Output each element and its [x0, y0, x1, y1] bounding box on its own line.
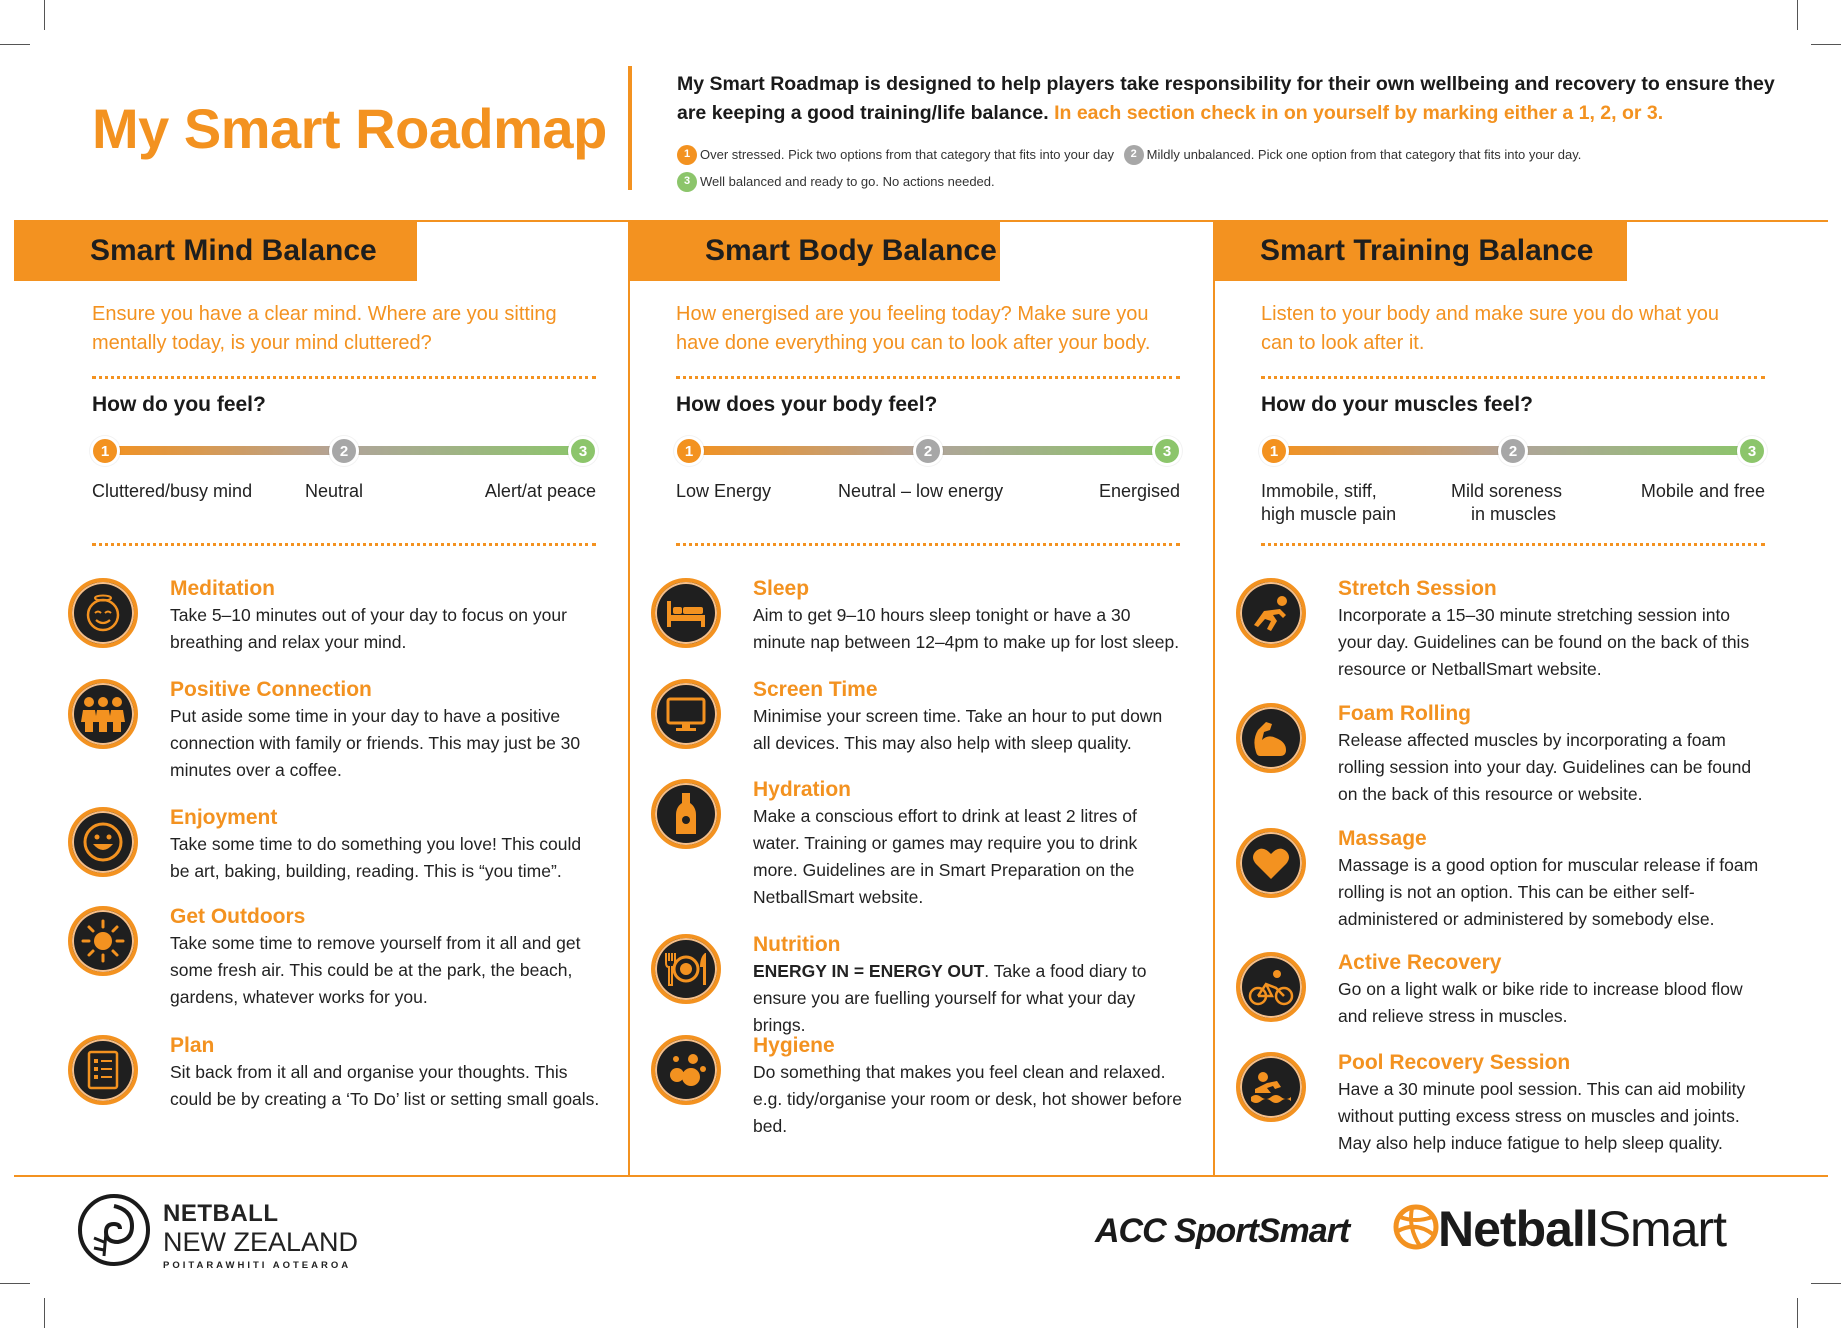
nz-line-2: NEW ZEALAND	[163, 1227, 359, 1257]
scale-labels	[676, 480, 1180, 530]
scale-point-2[interactable]: 2	[1498, 436, 1528, 466]
intro-highlight: In each section check in on yourself by marking either a 1, 2, or 3.	[1054, 102, 1664, 124]
scale-label-3: Energised	[1098, 481, 1180, 501]
activity-title: Hygiene	[753, 1034, 835, 1057]
legend-text: Well balanced and ready to go. No actions needed.	[700, 174, 995, 189]
activity-text: Take some time to do something you love! This could be art, baking, building, reading. This is “you time”.	[170, 834, 582, 881]
activity-title: Stretch Session	[1338, 577, 1497, 600]
bottle-icon	[651, 779, 721, 849]
scale-labels	[1261, 480, 1765, 530]
rating-legend	[677, 140, 1777, 194]
scale-point-2[interactable]: 2	[913, 436, 943, 466]
crop-mark	[1797, 0, 1798, 30]
crop-mark	[0, 44, 30, 45]
legend-text: Mildly unbalanced. Pick one option from that category that fits into your day.	[1146, 147, 1582, 162]
scale-point-3[interactable]: 3	[1152, 436, 1182, 466]
activity-text: Take 5–10 minutes out of your day to focus on your breathing and relax your mind.	[170, 605, 567, 652]
activity-title: Nutrition	[753, 933, 841, 956]
muscle-icon	[1236, 703, 1306, 773]
scale-point-3[interactable]: 3	[1737, 436, 1767, 466]
activity-title: Meditation	[170, 577, 275, 600]
people-icon	[68, 679, 138, 749]
dotted-divider	[92, 543, 596, 546]
dotted-divider	[1261, 543, 1765, 546]
legend-dot-1: 1	[677, 145, 697, 165]
activity-title: Positive Connection	[170, 678, 372, 701]
column-heading: Smart Training Balance	[1214, 221, 1627, 281]
rating-scale[interactable]	[92, 433, 596, 469]
column-subtitle: How energised are you feeling today? Make sure you have done everything you can to look after your body.	[676, 303, 1151, 354]
activity-text: Massage is a good option for muscular release if foam rolling is not an option. This can be either self-administered or administered by somebody else.	[1338, 855, 1759, 929]
activity-text: Take some time to remove yourself from it all and get some fresh air. This could be at the park, the beach, gardens, whatever works for you.	[170, 933, 581, 1007]
rating-scale[interactable]	[1261, 433, 1765, 469]
activity-text: Go on a light walk or bike ride to increase blood flow and relieve stress in muscles.	[1338, 979, 1743, 1026]
column-heading: Smart Body Balance	[629, 221, 1000, 281]
scale-label-2-line1: Mild soreness	[1451, 481, 1563, 501]
energy-equation: ENERGY IN = ENERGY OUT	[753, 961, 985, 981]
activity-title: Sleep	[753, 577, 810, 600]
intro-divider	[628, 66, 632, 190]
dotted-divider	[676, 543, 1180, 546]
legend-item	[677, 169, 995, 194]
activity-text: Release affected muscles by incorporating a foam rolling session into your day. Guidelines can be found on the back of this resource or website.	[1338, 730, 1752, 804]
column-heading: Smart Mind Balance	[14, 221, 417, 281]
scale-label-1: Low Energy	[676, 481, 772, 501]
scale-point-1[interactable]: 1	[674, 436, 704, 466]
crop-mark	[1811, 44, 1841, 45]
scale-label-2-line2: in muscles	[1471, 504, 1557, 524]
activity-title: Pool Recovery Session	[1338, 1051, 1571, 1074]
dotted-divider	[92, 376, 596, 379]
feel-question: How does your body feel?	[676, 393, 938, 416]
scale-label-3: Alert/at peace	[484, 481, 596, 501]
scale-point-3[interactable]: 3	[568, 436, 598, 466]
bubbles-icon	[651, 1035, 721, 1105]
column-mind	[14, 221, 600, 1171]
scale-label-2: Neutral	[305, 481, 364, 501]
scale-labels	[92, 480, 596, 530]
netballsmart-logo	[1438, 1200, 1726, 1258]
bottom-rule	[14, 1175, 1828, 1177]
scale-point-1[interactable]: 1	[90, 436, 120, 466]
activity-title: Active Recovery	[1338, 951, 1502, 974]
crop-mark	[44, 1298, 45, 1328]
scale-label-1-line1: Immobile, stiff,	[1261, 481, 1377, 501]
plate-icon	[651, 934, 721, 1004]
activity-title: Get Outdoors	[170, 905, 306, 928]
nz-line-1: NETBALL	[163, 1200, 279, 1227]
activity-text: Aim to get 9–10 hours sleep tonight or have a 30 minute nap between 12–4pm to make up for lost sleep.	[753, 605, 1180, 652]
activity-title: Plan	[170, 1034, 215, 1057]
legend-dot-2: 2	[1124, 145, 1144, 165]
scale-label-1-line2: high muscle pain	[1261, 504, 1397, 524]
dotted-divider	[1261, 376, 1765, 379]
column-subtitle: Listen to your body and make sure you do what you can to look after it.	[1261, 303, 1720, 354]
activity-title: Massage	[1338, 827, 1427, 850]
bed-icon	[651, 578, 721, 648]
scale-point-2[interactable]: 2	[329, 436, 359, 466]
activity-text: Make a conscious effort to drink at least 2 litres of water. Training or games may require you to drink more. Guidelines are in Smart Preparation on the NetballSmart website.	[753, 806, 1138, 907]
scale-label-1: Cluttered/busy mind	[92, 481, 253, 501]
bike-icon	[1236, 952, 1306, 1022]
sun-icon	[68, 906, 138, 976]
scale-label-1	[1261, 480, 1396, 526]
activity-title: Hydration	[753, 778, 852, 801]
stretch-icon	[1236, 578, 1306, 648]
activity-text: Sit back from it all and organise your thoughts. This could be by creating a ‘To Do’ list or setting small goals.	[170, 1062, 600, 1109]
activity-text	[753, 958, 1183, 1039]
activity-text: Have a 30 minute pool session. This can aid mobility without putting excess stress on muscles and joints. May also help induce fatigue to help sleep quality.	[1338, 1079, 1746, 1153]
legend-item	[1124, 142, 1582, 167]
activity-title: Screen Time	[753, 678, 878, 701]
activity-text-rest: . Take a food diary to ensure you are fuelling yourself for what your day brings.	[753, 961, 1147, 1035]
scale-point-1[interactable]: 1	[1259, 436, 1289, 466]
acc-sportsmart-logo: ACC SportSmart	[1095, 1212, 1350, 1250]
swim-icon	[1236, 1052, 1306, 1122]
page-title: My Smart Roadmap	[92, 97, 607, 160]
scale-label-2: Neutral – low energy	[838, 481, 1004, 501]
legend-text: Over stressed. Pick two options from that category that fits into your day	[700, 147, 1115, 162]
activity-text: Do something that makes you feel clean and relaxed. e.g. tidy/organise your room or desk, hot shower before bed.	[753, 1062, 1182, 1136]
column-subtitle: Ensure you have a clear mind. Where are you sitting mentally today, is your mind cluttered?	[92, 303, 557, 354]
crop-mark	[1797, 1298, 1798, 1328]
feel-question: How do you feel?	[92, 393, 266, 416]
column-training	[1214, 221, 1828, 1171]
activity-text: Incorporate a 15–30 minute stretching session into your day. Guidelines can be found on the back of this resource or NetballSmart website.	[1338, 605, 1750, 679]
crop-mark	[1811, 1283, 1841, 1284]
nz-line-3: POITARAWHITI AOTEAROA	[163, 1260, 352, 1271]
legend-dot-3: 3	[677, 172, 697, 192]
intro-block	[677, 70, 1777, 194]
feel-question: How do your muscles feel?	[1261, 393, 1533, 416]
checklist-icon	[68, 1035, 138, 1105]
intro-lead-text: My Smart Roadmap is designed to help players take responsibility for their own wellbeing and recovery to ensure they are keeping a good training/life balance.	[677, 73, 1775, 124]
dotted-divider	[676, 376, 1180, 379]
heart-icon	[1236, 828, 1306, 898]
activity-text: Minimise your screen time. Take an hour to put down all devices. This may also help with sleep quality.	[753, 706, 1163, 753]
scale-label-3: Mobile and free	[1640, 481, 1765, 501]
meditation-icon	[68, 578, 138, 648]
intro-lead	[677, 70, 1777, 128]
netball-ball-icon	[1392, 1203, 1440, 1256]
monitor-icon	[651, 679, 721, 749]
activity-text: Put aside some time in your day to have a positive connection with family or friends. This may just be 30 minutes over a coffee.	[170, 706, 581, 780]
netballsmart-bold: Netball	[1438, 1201, 1598, 1257]
activity-title: Foam Rolling	[1338, 702, 1471, 725]
rating-scale[interactable]	[676, 433, 1180, 469]
netball-nz-wordmark	[163, 1200, 358, 1271]
netballsmart-regular: Smart	[1597, 1201, 1727, 1257]
netball-nz-logo-icon	[76, 1192, 152, 1273]
legend-item	[677, 142, 1114, 167]
crop-mark	[44, 0, 45, 30]
scale-label-2	[1451, 480, 1562, 526]
smiley-icon	[68, 807, 138, 877]
column-body	[629, 221, 1209, 1171]
crop-mark	[0, 1283, 30, 1284]
activity-title: Enjoyment	[170, 806, 278, 829]
